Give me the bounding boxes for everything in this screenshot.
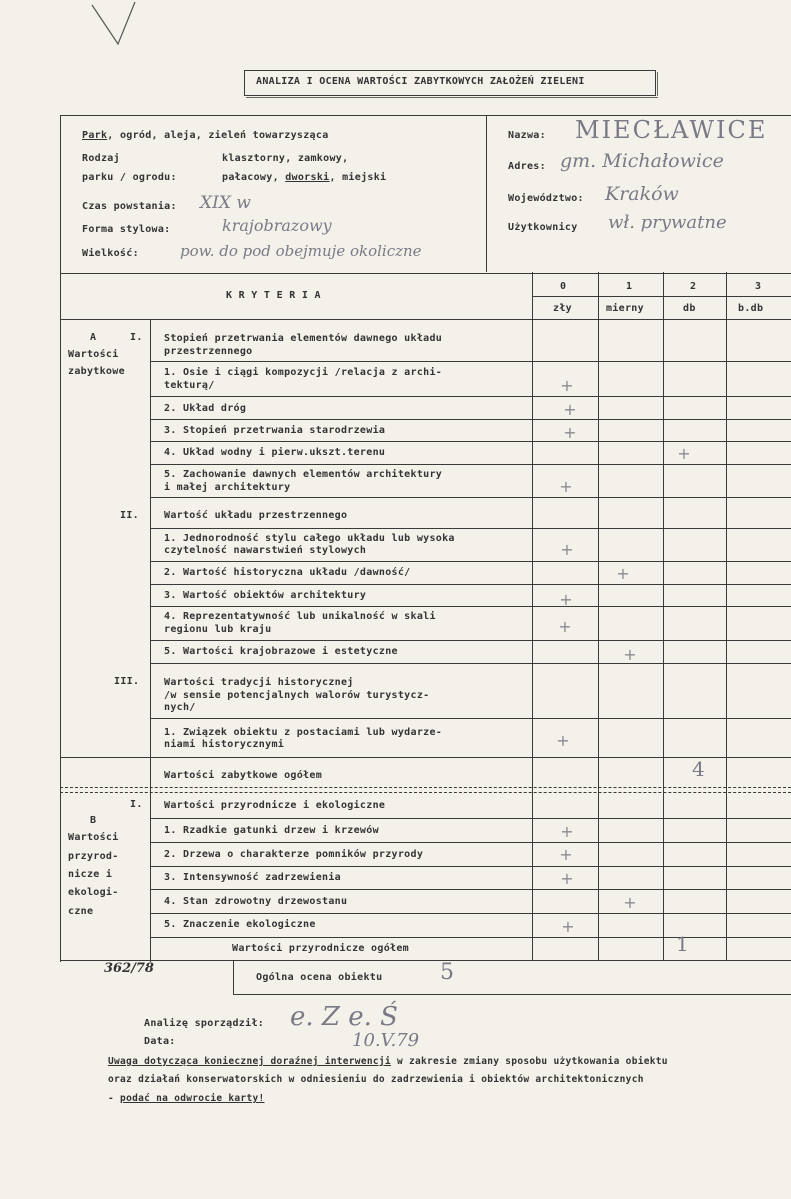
a1-item4-mark: + bbox=[677, 444, 691, 463]
b1-item2: 2. Drzewa o charakterze pomników przyrody bbox=[164, 849, 424, 860]
a2-item5: 5. Wartości krajobrazowe i estetyczne bbox=[164, 646, 398, 657]
b1-item3: 3. Intensywność zadrzewienia bbox=[164, 872, 341, 883]
a2-item1-line1: 1. Jednorodność stylu całego układu lub wysoka bbox=[164, 533, 455, 544]
a3-item1-line1: 1. Związek obiektu z postaciami lub wydarze- bbox=[164, 727, 443, 738]
rodzaj-label: Rodzaj bbox=[82, 153, 120, 164]
score-2-label: db bbox=[683, 303, 696, 314]
nazwa-label: Nazwa: bbox=[508, 130, 546, 141]
a1-item3-mark: + bbox=[563, 423, 577, 442]
section-a-line1: Wartości bbox=[68, 349, 119, 360]
b1-item2-mark: + bbox=[559, 845, 573, 864]
b1-item3-mark: + bbox=[560, 869, 574, 888]
b1-item1: 1. Rzadkie gatunki drzew i krzewów bbox=[164, 825, 379, 836]
rodzaj-options-1: klasztorny, zamkowy, bbox=[222, 153, 349, 164]
wielkosc-label: Wielkość: bbox=[82, 248, 139, 259]
woj-value: Kraków bbox=[605, 183, 679, 205]
a2-item2: 2. Wartość historyczna układu /dawność/ bbox=[164, 567, 411, 578]
b-total-label: Wartości przyrodnicze ogółem bbox=[232, 943, 409, 954]
czas-value: XIX w bbox=[200, 193, 251, 213]
group-a1-title2: przestrzennego bbox=[164, 346, 253, 357]
group-b1-title: Wartości przyrodnicze i ekologiczne bbox=[164, 800, 386, 811]
data-value: 10.V.79 bbox=[352, 1030, 420, 1051]
group-a1-title1: Stopień przetrwania elementów dawnego układu bbox=[164, 333, 443, 344]
section-b-line3: nicze i bbox=[68, 869, 113, 880]
b1-item4-mark: + bbox=[623, 893, 637, 912]
score-0-label: zły bbox=[553, 303, 572, 314]
a1-item2: 2. Układ dróg bbox=[164, 403, 247, 414]
czas-label: Czas powstania: bbox=[82, 201, 177, 212]
section-a-line2: zabytkowe bbox=[68, 366, 125, 377]
b1-item5: 5. Znaczenie ekologiczne bbox=[164, 919, 316, 930]
group-a1-roman: I. bbox=[130, 332, 143, 343]
kryteria-label: K R Y T E R I A bbox=[226, 290, 321, 301]
woj-label: Województwo: bbox=[508, 193, 584, 204]
forma-value: krajobrazowy bbox=[222, 216, 332, 235]
a2-item5-mark: + bbox=[623, 645, 637, 664]
group-a3-title1: Wartości tradycji historycznej bbox=[164, 677, 354, 688]
document-title: ANALIZA I OCENA WARTOŚCI ZABYTKOWYCH ZAŁOŻEŃ ZIELENI bbox=[256, 76, 585, 87]
score-3-num: 3 bbox=[755, 281, 762, 292]
group-b1-roman: I. bbox=[130, 799, 143, 810]
overall-rating-value: 5 bbox=[440, 960, 454, 985]
a-total-label: Wartości zabytkowe ogółem bbox=[164, 770, 323, 781]
a1-item5-mark: + bbox=[559, 477, 573, 496]
b1-item5-mark: + bbox=[561, 917, 575, 936]
b1-item4: 4. Stan zdrowotny drzewostanu bbox=[164, 896, 348, 907]
b1-item1-mark: + bbox=[560, 822, 574, 841]
uzyt-label: Użytkownicy bbox=[508, 222, 578, 233]
section-b-line4: ekologi- bbox=[68, 887, 119, 898]
parku-label: parku / ogrodu: bbox=[82, 172, 177, 183]
a2-item3: 3. Wartość obiektów architektury bbox=[164, 590, 367, 601]
wielkosc-value: pow. do pod obejmuje okoliczne bbox=[180, 242, 422, 260]
forma-label: Forma stylowa: bbox=[82, 224, 171, 235]
a2-item1-mark: + bbox=[560, 540, 574, 559]
rodzaj-options-2: pałacowy, dworski, miejski bbox=[222, 172, 387, 183]
section-b-line5: czne bbox=[68, 906, 94, 917]
object-type-line: Park, ogród, aleja, zieleń towarzysząca bbox=[82, 130, 329, 141]
a1-item1-line1: 1. Osie i ciągi kompozycji /relacja z archi- bbox=[164, 367, 443, 378]
data-label: Data: bbox=[144, 1036, 176, 1047]
a2-item4-line1: 4. Reprezentatywność lub unikalność w skali bbox=[164, 611, 436, 622]
group-a2-roman: II. bbox=[120, 510, 139, 521]
table-left-border bbox=[60, 272, 61, 962]
a2-item4-line2: regionu lub kraju bbox=[164, 624, 272, 635]
section-b-line2: przyrod- bbox=[68, 851, 119, 862]
uzyt-value: wł. prywatne bbox=[608, 212, 727, 233]
a3-item1-mark: + bbox=[556, 731, 570, 750]
score-3-label: b.db bbox=[738, 303, 764, 314]
a2-item4-mark: + bbox=[558, 617, 572, 636]
a2-item2-mark: + bbox=[616, 564, 630, 583]
a1-item3: 3. Stopień przetrwania starodrzewia bbox=[164, 425, 386, 436]
overall-rating-label: Ogólna ocena obiektu bbox=[256, 972, 383, 983]
nazwa-value: MIECŁAWICE bbox=[575, 116, 768, 144]
a2-item3-mark: + bbox=[559, 590, 573, 609]
archive-stamp-number: 362/78 bbox=[104, 961, 154, 976]
a1-item4: 4. Układ wodny i pierw.ukszt.terenu bbox=[164, 447, 386, 458]
section-b-letter: B bbox=[90, 815, 97, 826]
score-0-num: 0 bbox=[560, 281, 567, 292]
a2-item1-line2: czytelność nawarstwień stylowych bbox=[164, 545, 367, 556]
a1-item1-mark: + bbox=[560, 376, 574, 395]
a3-item1-line2: niami historycznymi bbox=[164, 739, 285, 750]
group-a2-title1: Wartość układu przestrzennego bbox=[164, 510, 348, 521]
a1-item5-line2: i małej architektury bbox=[164, 482, 291, 493]
note-line-1: Uwaga dotycząca koniecznej doraźnej interwencji w zakresie zmiany sposobu użytkowania obiektu bbox=[108, 1056, 668, 1067]
section-b-line1: Wartości bbox=[68, 832, 119, 843]
pencil-tick-mark bbox=[90, 0, 150, 50]
a1-item2-mark: + bbox=[563, 400, 577, 419]
adres-value: gm. Michałowice bbox=[560, 150, 724, 172]
score-1-label: mierny bbox=[606, 303, 644, 314]
analize-label: Analizę sporządził: bbox=[144, 1018, 265, 1029]
a1-item1-line2: tekturą/ bbox=[164, 380, 215, 391]
section-separator bbox=[60, 787, 791, 793]
note-line-2: oraz działań konserwatorskich w odniesieniu do zadrzewienia i obiektów architektonicznych bbox=[108, 1074, 644, 1085]
score-2-num: 2 bbox=[690, 281, 697, 292]
group-a3-roman: III. bbox=[114, 676, 140, 687]
group-a3-title3: nych/ bbox=[164, 702, 196, 713]
note-line-3: - podać na odwrocie karty! bbox=[108, 1093, 265, 1104]
b-total-value: 1 bbox=[676, 932, 689, 956]
score-1-num: 1 bbox=[626, 281, 633, 292]
a-total-value: 4 bbox=[692, 757, 705, 781]
adres-label: Adres: bbox=[508, 161, 546, 172]
a1-item5-line1: 5. Zachowanie dawnych elementów architektury bbox=[164, 469, 443, 480]
section-a-letter: A bbox=[90, 332, 97, 343]
group-a3-title2: /w sensie potencjalnych walorów turystycz- bbox=[164, 690, 430, 701]
analize-signature: e. Z e. Ś bbox=[290, 1002, 398, 1032]
